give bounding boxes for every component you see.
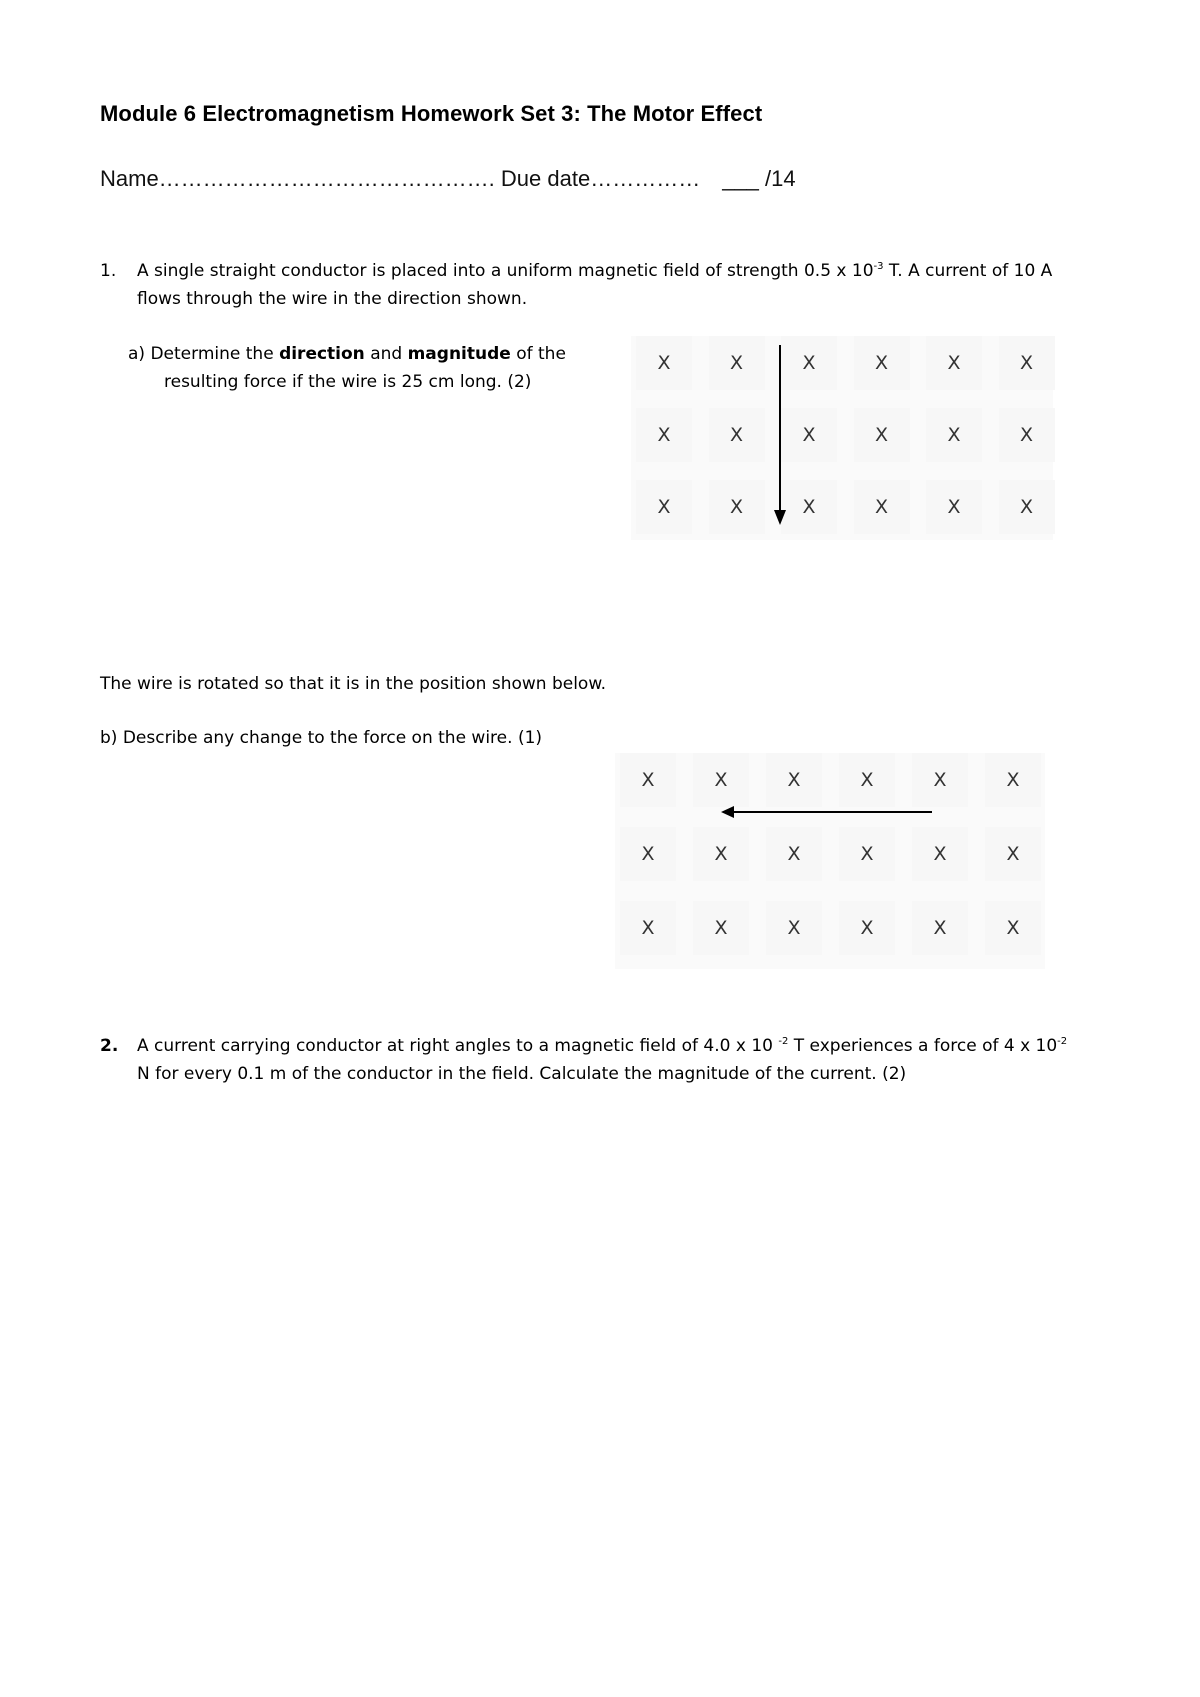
field-into-page-cross: X [926, 336, 982, 390]
part-a-text: Determine the [145, 344, 280, 364]
wire-arrow-left-icon [720, 802, 935, 822]
field-into-page-cross: X [926, 480, 982, 534]
field-into-page-cross: X [854, 408, 910, 462]
field-into-page-cross: X [620, 753, 676, 807]
field-into-page-cross: X [999, 408, 1055, 462]
bold-magnitude: magnitude [407, 344, 511, 364]
exponent: -3 [873, 261, 884, 272]
field-into-page-cross: X [693, 827, 749, 881]
field-into-page-cross: X [693, 753, 749, 807]
part-a-line-2: resulting force if the wire is 25 cm long. (2) [164, 372, 532, 392]
wire-arrow-down-icon [770, 340, 790, 530]
question-1b-text: b) Describe any change to the force on the wire. (1) [100, 728, 543, 748]
field-into-page-cross: X [985, 753, 1041, 807]
question-2-text [137, 1032, 1067, 1088]
field-into-page-cross: X [912, 827, 968, 881]
field-into-page-cross: X [709, 408, 765, 462]
question-1-number: 1. [100, 261, 117, 281]
field-into-page-cross: X [766, 753, 822, 807]
question-1-line-1: A single straight conductor is placed into a uniform magnetic field of strength 0.5 x 10 [137, 261, 874, 281]
field-into-page-cross: X [912, 753, 968, 807]
field-into-page-cross: X [636, 408, 692, 462]
score-field: ___ /14 [722, 166, 796, 191]
field-into-page-cross: X [985, 827, 1041, 881]
field-into-page-cross: X [839, 827, 895, 881]
field-into-page-cross: X [709, 336, 765, 390]
magnetic-field-diagram-2 [615, 753, 1045, 969]
field-into-page-cross: X [781, 408, 837, 462]
question-2-line-2: N for every 0.1 m of the conductor in the field. Calculate the magnitude of the current. (2) [137, 1064, 907, 1084]
field-into-page-cross: X [709, 480, 765, 534]
field-into-page-cross: X [766, 827, 822, 881]
part-a-text: of the [510, 344, 566, 364]
field-into-page-cross: X [854, 336, 910, 390]
part-a-label: a) [128, 344, 146, 364]
name-due-date-line [100, 166, 796, 192]
question-2-line-1: A current carrying conductor at right angles to a magnetic field of 4.0 x 10 [137, 1036, 779, 1056]
field-into-page-cross: X [620, 827, 676, 881]
question-1a-text [128, 340, 566, 396]
question-1-line-1-end: T. A current of 10 A [883, 261, 1053, 281]
field-into-page-cross: X [999, 336, 1055, 390]
bold-direction: direction [279, 344, 365, 364]
question-1-line-2: flows through the wire in the direction shown. [137, 289, 528, 309]
field-into-page-cross: X [781, 336, 837, 390]
question-1-text [137, 257, 1052, 313]
field-into-page-cross: X [926, 408, 982, 462]
field-into-page-cross: X [854, 480, 910, 534]
field-into-page-cross: X [999, 480, 1055, 534]
name-field[interactable]: Name………………………………………. Due date…………… [100, 166, 701, 191]
field-into-page-cross: X [636, 336, 692, 390]
rotation-note: The wire is rotated so that it is in the position shown below. [100, 674, 607, 694]
field-into-page-cross: X [985, 901, 1041, 955]
question-2-line-1-mid: T experiences a force of 4 x 10 [788, 1036, 1058, 1056]
field-into-page-cross: X [781, 480, 837, 534]
field-into-page-cross: X [620, 901, 676, 955]
exponent: -2 [778, 1036, 789, 1047]
field-into-page-cross: X [693, 901, 749, 955]
page-title: Module 6 Electromagnetism Homework Set 3: The Motor Effect [100, 101, 763, 126]
field-into-page-cross: X [912, 901, 968, 955]
field-into-page-cross: X [839, 901, 895, 955]
part-a-text: and [364, 344, 408, 364]
field-into-page-cross: X [839, 753, 895, 807]
exponent: -2 [1057, 1036, 1068, 1047]
field-into-page-cross: X [636, 480, 692, 534]
magnetic-field-diagram-1 [631, 336, 1053, 540]
question-2-number: 2. [100, 1036, 119, 1056]
field-into-page-cross: X [766, 901, 822, 955]
